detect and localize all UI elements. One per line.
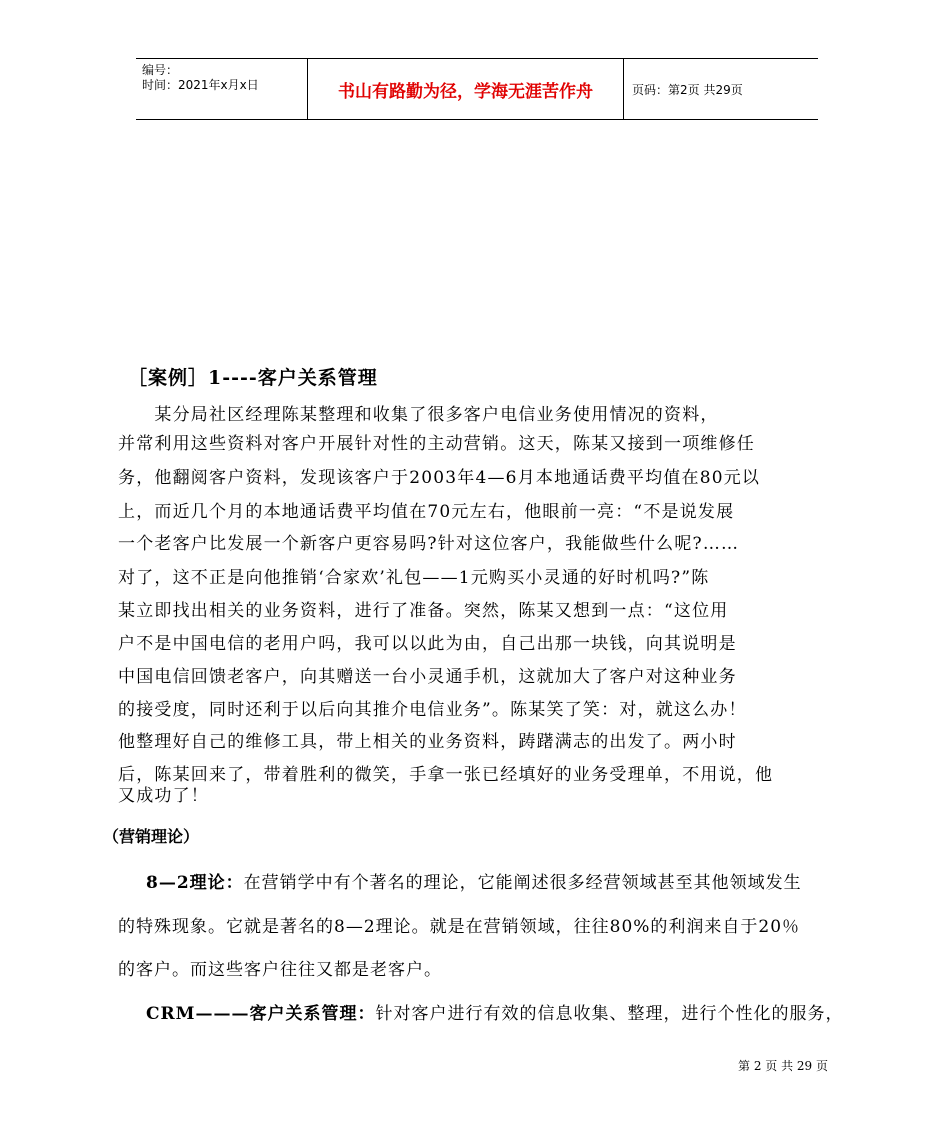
case-line: 上，而近几个月的本地通话费平均值在70元左右，他眼前一亮：“不是说发展 <box>118 502 735 522</box>
crm-text: 针对客户进行有效的信息收集、整理，进行个性化的服务， <box>375 1004 844 1024</box>
case-line: 户不是中国电信的老用户吗，我可以以此为由，自己出那一块钱，向其说明是 <box>118 634 737 654</box>
crm-term: CRM———客户关系管理： <box>146 1004 376 1024</box>
header-meta <box>136 59 307 119</box>
case-line: 的接受度，同时还利于以后向其推介电信业务”。陈某笑了笑：对，就这么办！ <box>118 700 747 720</box>
theory-82-line3: 的客户。而这些客户往往又都是老客户。 <box>118 960 442 980</box>
theory-82-line2: 的特殊现象。它就是著名的8—2理论。就是在营销领域，往往80%的利润来自于20％ <box>118 917 801 937</box>
page-header-table <box>136 58 818 120</box>
theory-82-line1 <box>146 868 926 893</box>
case-line: 某分局社区经理陈某整理和收集了很多客户电信业务使用情况的资料， <box>118 405 719 425</box>
page-footer: 第 2 页 共 29 页 <box>738 1059 828 1073</box>
case-line: 某立即找出相关的业务资料，进行了准备。突然，陈某又想到一点：“这位用 <box>118 601 729 621</box>
section-title: （营销理论） <box>103 827 200 846</box>
theory-82-term: 8—2理论： <box>146 873 244 893</box>
case-line: 并常利用这些资料对客户开展针对性的主动营销。这天，陈某又接到一项维修任 <box>118 434 755 454</box>
case-title: ［案例］1----客户关系管理 <box>128 367 378 389</box>
crm-line <box>146 999 926 1024</box>
case-line: 务，他翻阅客户资料，发现该客户于2003年4—6月本地通话费平均值在80元以 <box>118 468 761 488</box>
case-line: 中国电信回馈老客户，向其赠送一台小灵通手机，这就加大了客户对这种业务 <box>118 667 737 687</box>
case-line: 对了，这不正是向他推销‘合家欢’礼包——1元购买小灵通的好时机吗?”陈 <box>118 568 710 588</box>
case-line: 一个老客户比发展一个新客户更容易吗?针对这位客户，我能做些什么呢?…… <box>118 534 740 554</box>
header-time-label: 时间：2021年x月x日 <box>142 78 259 92</box>
case-line: 他整理好自己的维修工具，带上相关的业务资料，踌躇满志的出发了。两小时 <box>118 732 737 752</box>
case-line: 后，陈某回来了，带着胜利的微笑，手拿一张已经填好的业务受理单，不用说，他 <box>118 765 774 785</box>
theory-82-text: 在营销学中有个著名的理论，它能阐述很多经营领域甚至其他领域发生 <box>243 873 802 893</box>
case-line: 又成功了！ <box>118 786 209 806</box>
header-number-label: 编号： <box>142 63 179 77</box>
header-page-info: 页码：第2页 共29页 <box>632 82 743 97</box>
header-motto: 书山有路勤为径，学海无涯苦作舟 <box>307 59 624 119</box>
